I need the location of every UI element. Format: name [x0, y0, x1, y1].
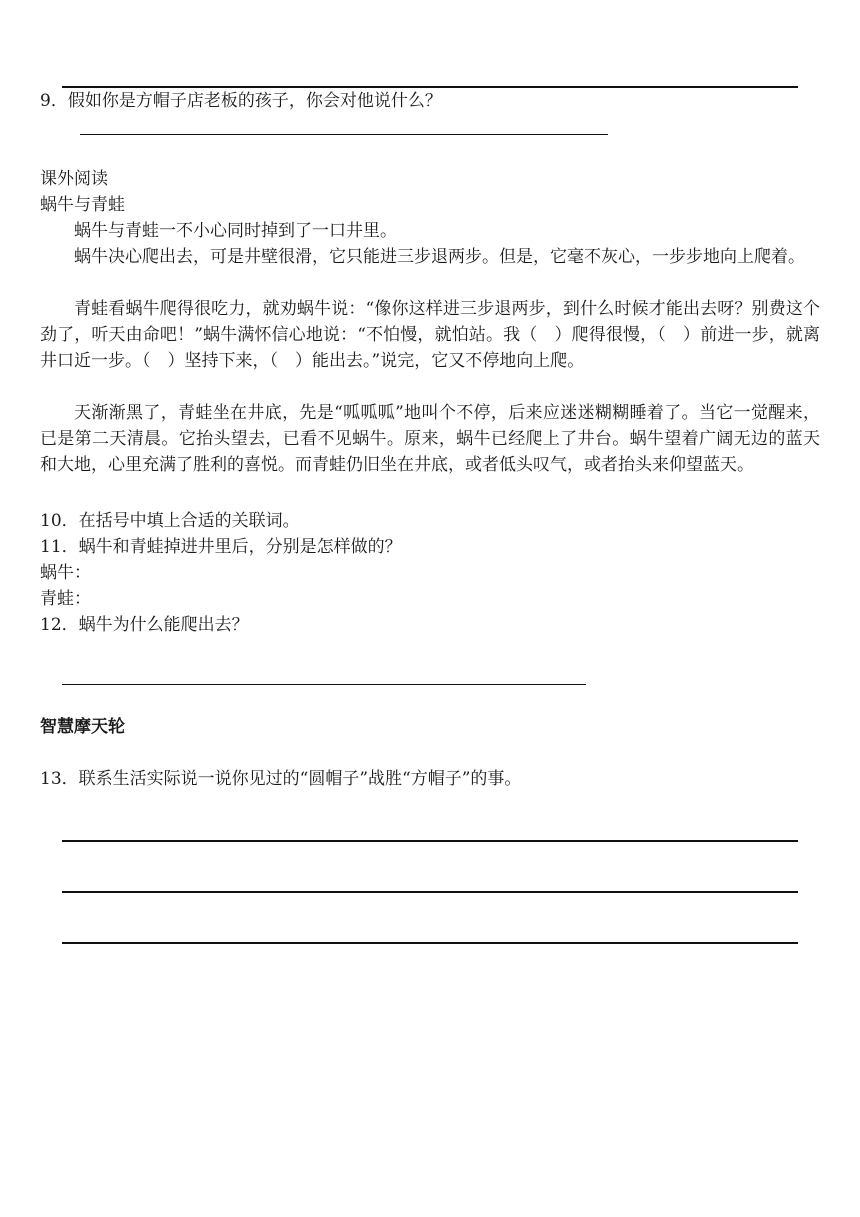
answer-line[interactable]	[62, 891, 798, 893]
answer-line[interactable]	[80, 134, 608, 135]
answer-line[interactable]	[62, 942, 798, 944]
section-heading-wisdom-wheel: 智慧摩天轮	[40, 717, 125, 737]
story-paragraph-3: 青蛙看蜗牛爬得很吃力，就劝蜗牛说：“像你这样进三步退两步，到什么时候才能出去呀？别费这个劲了，听天由命吧！”蜗牛满怀信心地说：“不怕慢，就怕站。我（ ）爬得很慢，（ ）前进一步，就离井口近一步。（ ）坚持下来，（ ）能出去。”说完，它又不停地向上爬。	[40, 299, 820, 371]
story-paragraph-2: 蜗牛决心爬出去，可是井壁很滑，它只能进三步退两步。但是，它毫不灰心，一步步地向上爬着。	[74, 247, 805, 267]
answer-line[interactable]	[62, 840, 798, 842]
story-paragraph-4: 天渐渐黑了，青蛙坐在井底，先是“呱呱呱”地叫个不停，后来应迷迷糊糊睡着了。当它一觉醒来，已是第二天清晨。它抬头望去，已看不见蜗牛。原来，蜗牛已经爬上了井台。蜗牛望着广阔无边的蓝天和大地，心里充满了胜利的喜悦。而青蛙仍旧坐在井底，或者低头叹气，或者抬头来仰望蓝天。	[40, 403, 820, 475]
question-11-frog-label: 青蛙：	[40, 589, 91, 609]
answer-line[interactable]	[62, 684, 586, 685]
question-10: 10．在括号中填上合适的关联词。	[40, 511, 300, 531]
section-heading-extracurricular-reading: 课外阅读	[40, 169, 108, 189]
story-paragraph-1: 蜗牛与青蛙一不小心同时掉到了一口井里。	[74, 221, 397, 241]
question-13: 13．联系生活实际说一说你见过的“圆帽子”战胜“方帽子”的事。	[40, 769, 522, 789]
question-12: 12．蜗牛为什么能爬出去？	[40, 615, 249, 635]
question-11-snail-label: 蜗牛：	[40, 563, 91, 583]
story-title: 蜗牛与青蛙	[40, 195, 125, 215]
question-11: 11．蜗牛和青蛙掉进井里后，分别是怎样做的？	[40, 537, 402, 557]
question-9: 9．假如你是方帽子店老板的孩子，你会对他说什么？	[40, 91, 442, 111]
